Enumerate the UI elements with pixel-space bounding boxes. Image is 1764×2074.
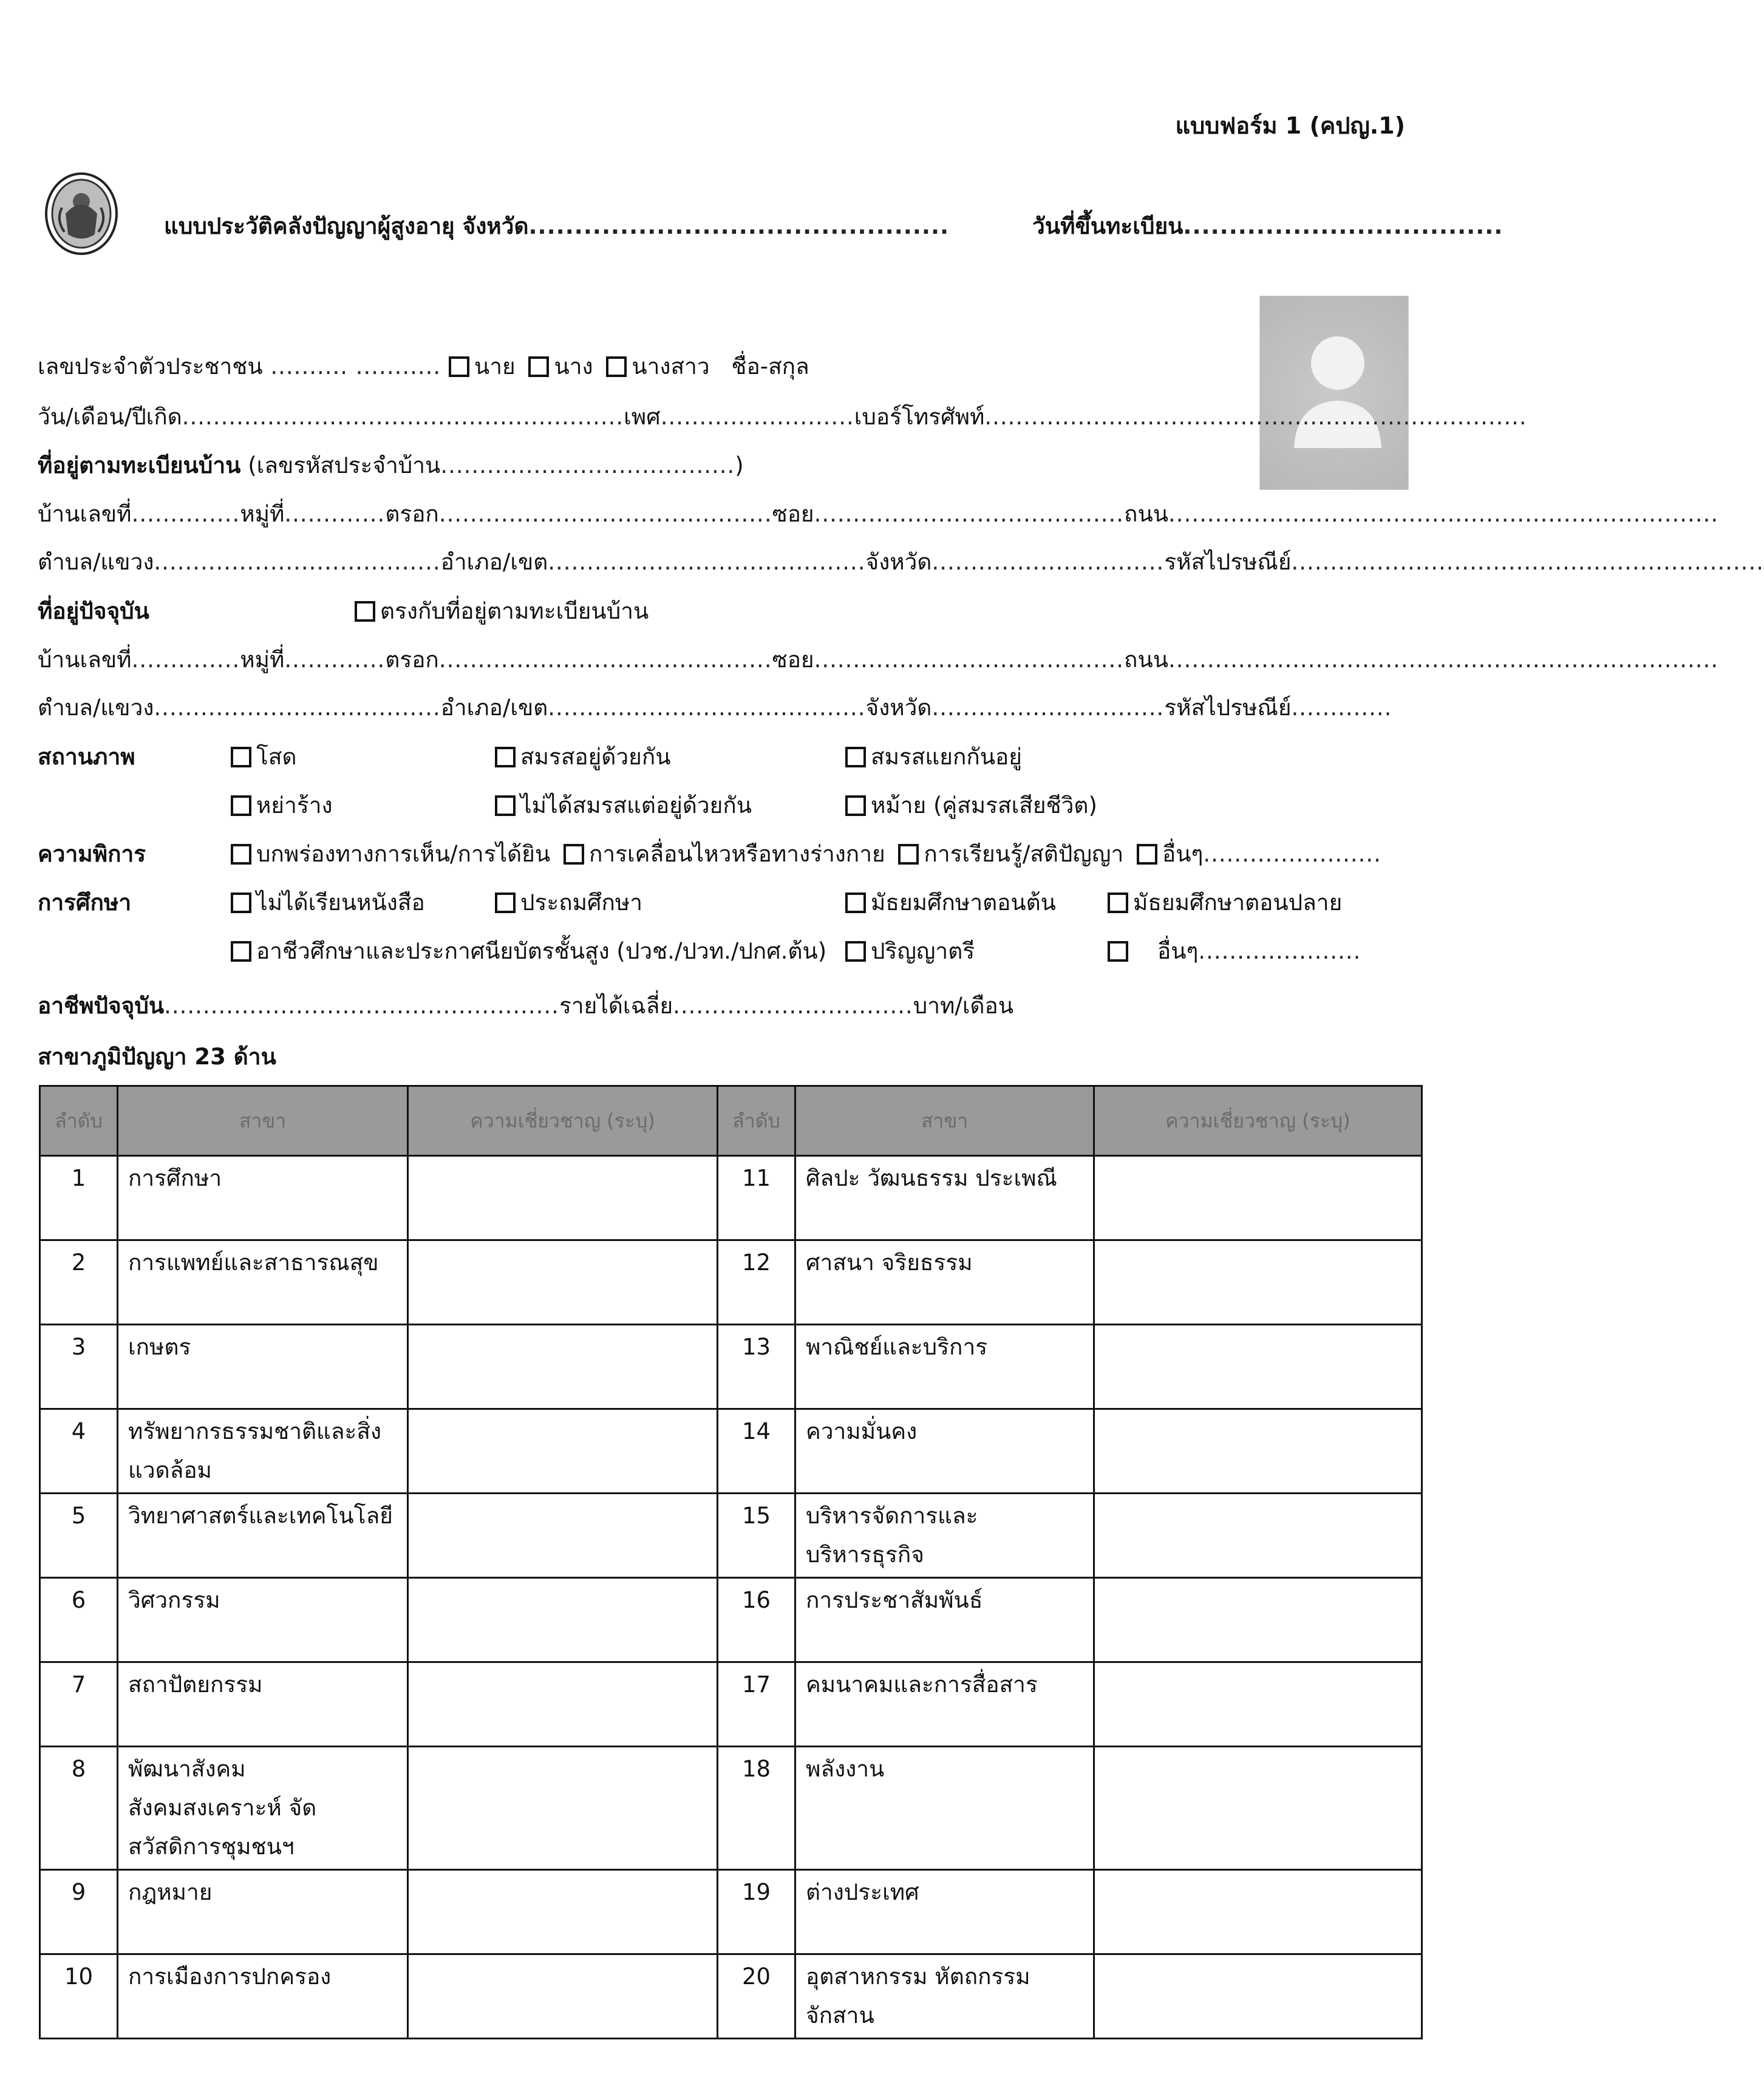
- reg-address-line2: ตำบล/แขวง.....................................อำเภอ/เขต.........................................จังหวัด..............................รหัสไปรษณีย์.............................................................: [38, 549, 1764, 575]
- field-name: อุตสาหกรรม หัตถกรรม จักสาน: [795, 1954, 1094, 2039]
- row-number: 6: [40, 1578, 118, 1662]
- expertise-cell[interactable]: [1094, 1954, 1422, 2039]
- edu-bachelor: ปริญญาตรี: [845, 937, 975, 965]
- field-name: กฎหมาย: [118, 1870, 408, 1954]
- row-number: 4: [40, 1409, 118, 1494]
- checkbox-dis-learning[interactable]: [898, 844, 919, 865]
- status-widowed: หม้าย (คู่สมรสเสียชีวิต): [845, 792, 1097, 820]
- field-name: พัฒนาสังคม สังคมสงเคราะห์ จัดสวัสดิการชุมชนฯ: [118, 1747, 408, 1870]
- status-married-together: สมรสอยู่ด้วยกัน: [495, 743, 671, 771]
- table-row: [40, 1240, 1422, 1325]
- row-number: 19: [718, 1870, 795, 1954]
- wisdom-section-title: สาขาภูมิปัญญา 23 ด้าน: [38, 1044, 276, 1070]
- row-number: 15: [718, 1494, 795, 1578]
- expertise-cell[interactable]: [408, 1156, 718, 1240]
- field-name: การแพทย์และสาธารณสุข: [118, 1240, 408, 1325]
- expertise-cell[interactable]: [408, 1578, 718, 1662]
- field-name: ทรัพยากรธรรมชาติและสิ่งแวดล้อม: [118, 1409, 408, 1494]
- same-as-reg-option: ตรงกับที่อยู่ตามทะเบียนบ้าน: [355, 597, 649, 625]
- photo-placeholder: [1259, 296, 1409, 490]
- row-number: 16: [718, 1578, 795, 1662]
- checkbox-edu-other[interactable]: [1108, 941, 1128, 962]
- status-cohabiting: ไม่ได้สมรสแต่อยู่ด้วยกัน: [495, 792, 752, 820]
- expertise-cell[interactable]: [1094, 1747, 1422, 1870]
- table-row: [40, 1325, 1422, 1409]
- checkbox-dis-other[interactable]: [1137, 844, 1157, 865]
- cur-address-line2: ตำบล/แขวง.....................................อำเภอ/เขต.........................................จังหวัด..............................รหัสไปรษณีย์.............: [38, 695, 1392, 721]
- checkbox-edu-none[interactable]: [231, 892, 251, 913]
- checkbox-dis-physical[interactable]: [564, 844, 584, 865]
- expertise-cell[interactable]: [408, 1240, 718, 1325]
- status-divorced: หย่าร้าง: [231, 792, 333, 820]
- field-name: บริหารจัดการและบริหารธุรกิจ: [795, 1494, 1094, 1578]
- row-number: 17: [718, 1662, 795, 1747]
- table-row: [40, 1156, 1422, 1240]
- checkbox-mrs[interactable]: [528, 356, 549, 377]
- checkbox-dis-sensory[interactable]: [231, 844, 251, 865]
- table-header-cell: สาขา: [795, 1086, 1094, 1156]
- reg-address-line1: บ้านเลขที่..............หมู่ที่.............ตรอก...........................................ซอย........................................ถนน.......................................................................: [38, 501, 1719, 527]
- table-row: [40, 1578, 1422, 1662]
- table-row: [40, 1870, 1422, 1954]
- row-number: 20: [718, 1954, 795, 2039]
- checkbox-mr[interactable]: [449, 356, 469, 377]
- field-name: สถาปัตยกรรม: [118, 1662, 408, 1747]
- checkbox-edu-vocational[interactable]: [231, 941, 251, 962]
- field-name: ต่างประเทศ: [795, 1870, 1094, 1954]
- edu-upper-sec: มัธยมศึกษาตอนปลาย: [1108, 889, 1342, 917]
- field-name: ศาสนา จริยธรรม: [795, 1240, 1094, 1325]
- expertise-cell[interactable]: [408, 1409, 718, 1494]
- person-silhouette-icon: [1260, 296, 1408, 489]
- status-single: โสด: [231, 743, 296, 771]
- checkbox-divorced[interactable]: [231, 795, 251, 816]
- id-card-row: เลขประจำตัวประชาชน .......... ........... นาย นาง นางสาว ชื่อ-สกุล: [38, 353, 809, 379]
- field-name: การศึกษา: [118, 1156, 408, 1240]
- expertise-cell[interactable]: [1094, 1409, 1422, 1494]
- field-name: คมนาคมและการสื่อสาร: [795, 1662, 1094, 1747]
- dob-row: วัน/เดือน/ปีเกิด.........................................................เพศ.........................เบอร์โทรศัพท์......................................................................: [38, 404, 1527, 430]
- expertise-cell[interactable]: [408, 1870, 718, 1954]
- table-row: [40, 1747, 1422, 1870]
- form-title: แบบประวัติคลังปัญญาผู้สูงอายุ จังหวัด..............................................: [164, 213, 950, 239]
- table-header-cell: ลำดับ: [40, 1086, 118, 1156]
- field-name: พลังงาน: [795, 1747, 1094, 1870]
- edu-lower-sec: มัธยมศึกษาตอนต้น: [845, 889, 1056, 917]
- expertise-cell[interactable]: [1094, 1870, 1422, 1954]
- table-header-row: [40, 1086, 1422, 1156]
- expertise-cell[interactable]: [1094, 1325, 1422, 1409]
- reg-address-heading: ที่อยู่ตามทะเบียนบ้าน (เลขรหัสประจำบ้าน......................................): [38, 452, 744, 478]
- field-name: วิศวกรรม: [118, 1578, 408, 1662]
- status-married-separated: สมรสแยกกันอยู่: [845, 743, 1022, 771]
- field-name: การเมืองการปกครอง: [118, 1954, 408, 2039]
- row-number: 14: [718, 1409, 795, 1494]
- checkbox-cohabiting[interactable]: [495, 795, 516, 816]
- row-number: 2: [40, 1240, 118, 1325]
- emblem-seal-icon: [44, 171, 119, 256]
- checkbox-single[interactable]: [231, 747, 251, 767]
- disability-options: บกพร่องทางการเห็น/การได้ยิน การเคลื่อนไหวหรือทางร่างกาย การเรียนรู้/สติปัญญา อื่นๆ.......................: [231, 840, 1381, 868]
- edu-primary: ประถมศึกษา: [495, 889, 642, 917]
- field-name: การประชาสัมพันธ์: [795, 1578, 1094, 1662]
- expertise-cell[interactable]: [1094, 1240, 1422, 1325]
- table-row: [40, 1954, 1422, 2039]
- wisdom-table: [39, 1085, 1423, 2039]
- checkbox-edu-upper-sec[interactable]: [1108, 892, 1128, 913]
- form-number: แบบฟอร์ม 1 (คปญ.1): [1175, 112, 1405, 139]
- edu-none: ไม่ได้เรียนหนังสือ: [231, 889, 425, 917]
- edu-vocational: อาชีวศึกษาและประกาศนียบัตรชั้นสูง (ปวช./ปวท./ปกศ.ต้น): [231, 937, 826, 965]
- row-number: 7: [40, 1662, 118, 1747]
- table-header-cell: ลำดับ: [718, 1086, 795, 1156]
- row-number: 8: [40, 1747, 118, 1870]
- checkbox-widowed[interactable]: [845, 795, 866, 816]
- row-number: 5: [40, 1494, 118, 1578]
- checkbox-married-separated[interactable]: [845, 747, 866, 767]
- expertise-cell[interactable]: [408, 1494, 718, 1578]
- expertise-cell[interactable]: [408, 1954, 718, 2039]
- field-name: เกษตร: [118, 1325, 408, 1409]
- expertise-cell[interactable]: [408, 1325, 718, 1409]
- cur-address-heading: ที่อยู่ปัจจุบัน: [38, 598, 149, 624]
- row-number: 10: [40, 1954, 118, 2039]
- table-header-cell: สาขา: [118, 1086, 408, 1156]
- table-row: [40, 1662, 1422, 1747]
- field-name: วิทยาศาสตร์และเทคโนโลยี: [118, 1494, 408, 1578]
- occupation-row: อาชีพปัจจุบัน...................................................รายได้เฉลี่ย...............................บาท/เดือน: [38, 993, 1014, 1019]
- checkbox-edu-bachelor[interactable]: [845, 941, 866, 962]
- edu-other: อื่นๆ.....................: [1108, 937, 1361, 965]
- table-row: [40, 1409, 1422, 1494]
- table-header-cell: ความเชี่ยวชาญ (ระบุ): [1094, 1086, 1422, 1156]
- checkbox-edu-primary[interactable]: [495, 892, 516, 913]
- disability-heading: ความพิการ: [38, 841, 146, 867]
- row-number: 1: [40, 1156, 118, 1240]
- field-name: ความมั่นคง: [795, 1409, 1094, 1494]
- checkbox-married-together[interactable]: [495, 747, 516, 767]
- row-number: 12: [718, 1240, 795, 1325]
- expertise-cell[interactable]: [1094, 1662, 1422, 1747]
- row-number: 3: [40, 1325, 118, 1409]
- table-row: [40, 1494, 1422, 1578]
- table-header-cell: ความเชี่ยวชาญ (ระบุ): [408, 1086, 718, 1156]
- expertise-cell[interactable]: [1094, 1578, 1422, 1662]
- expertise-cell[interactable]: [1094, 1494, 1422, 1578]
- checkbox-edu-lower-sec[interactable]: [845, 892, 866, 913]
- row-number: 11: [718, 1156, 795, 1240]
- checkbox-miss[interactable]: [606, 356, 627, 377]
- row-number: 13: [718, 1325, 795, 1409]
- checkbox-same-as-reg[interactable]: [355, 601, 375, 622]
- row-number: 9: [40, 1870, 118, 1954]
- expertise-cell[interactable]: [1094, 1156, 1422, 1240]
- cur-address-line1: บ้านเลขที่..............หมู่ที่.............ตรอก...........................................ซอย........................................ถนน.......................................................................: [38, 647, 1719, 673]
- field-name: พาณิชย์และบริการ: [795, 1325, 1094, 1409]
- row-number: 18: [718, 1747, 795, 1870]
- field-name: ศิลปะ วัฒนธรรม ประเพณี: [795, 1156, 1094, 1240]
- expertise-cell[interactable]: [408, 1747, 718, 1870]
- register-date: วันที่ขึ้นทะเบียน...................................: [1032, 213, 1503, 239]
- education-heading: การศึกษา: [38, 889, 132, 916]
- expertise-cell[interactable]: [408, 1662, 718, 1747]
- status-heading: สถานภาพ: [38, 744, 135, 770]
